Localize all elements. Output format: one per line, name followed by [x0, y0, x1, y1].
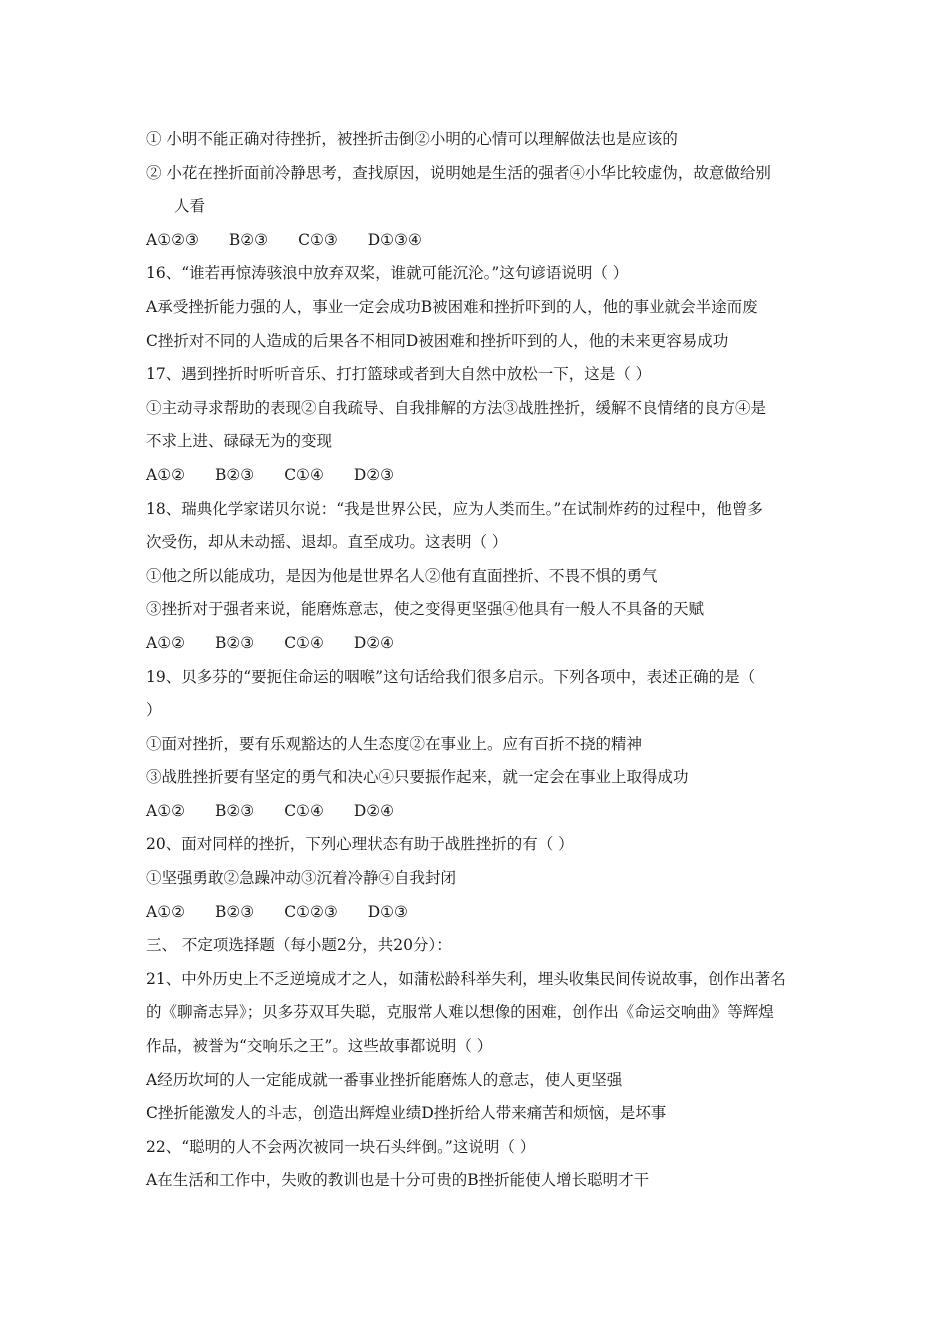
- text-line: 的《聊斋志异》；贝多芬双耳失聪，克服常人难以想像的困难，创作出《命运交响曲》等辉煌: [146, 1003, 774, 1022]
- question-16: 16、“谁若再惊涛骇浪中放弃双桨，谁就可能沉沦。”这句谚语说明（ ）: [146, 264, 629, 283]
- answer-options: [146, 459, 816, 493]
- option: A①②: [146, 465, 185, 484]
- option: A①②③: [146, 230, 199, 249]
- text-line: A在生活和工作中，失败的教训也是十分可贵的B挫折能使人增长聪明才干: [146, 1171, 650, 1190]
- option: D②④: [353, 633, 395, 652]
- document-body: [146, 123, 816, 1198]
- text-line: ①他之所以能成功，是因为他是世界名人②他有直面挫折、不畏不惧的勇气: [146, 566, 658, 585]
- option: A①②: [146, 902, 185, 921]
- question-21: 21、中外历史上不乏逆境成才之人，如蒲松龄科举失利，埋头收集民间传说故事，创作出著名: [146, 969, 786, 988]
- option: C①②③: [284, 902, 338, 921]
- answer-options: [146, 224, 816, 258]
- question-19: 19、贝多芬的“要扼住命运的咽喉”这句话给我们很多启示。下列各项中，表述正确的是（: [146, 667, 756, 686]
- question-17: 17、遇到挫折时听听音乐、打打篮球或者到大自然中放松一下，这是（ ）: [146, 365, 652, 384]
- text-line: ①坚强勇敢②急躁冲动③沉着冷静④自我封闭: [146, 869, 457, 888]
- option: D①③: [367, 902, 408, 921]
- option: C①④: [284, 465, 324, 484]
- text-line: ①面对挫折，要有乐观豁达的人生态度②在事业上。应有百折不挠的精神: [146, 734, 643, 753]
- text-line: ① 小明不能正确对待挫折，被挫折击倒②小明的心情可以理解做法也是应该的: [146, 130, 678, 148]
- option: D①③④: [367, 230, 422, 249]
- option: B②③: [228, 230, 269, 249]
- option: B②③: [215, 633, 255, 652]
- option: B②③: [215, 902, 255, 921]
- text-line: 人看: [174, 197, 206, 216]
- option: A①②: [146, 633, 185, 652]
- text-line: C挫折对不同的人造成的后果各不相同D被困难和挫折吓到的人，他的未来更容易成功: [146, 331, 729, 350]
- text-line: A经历坎坷的人一定能成就一番事业挫折能磨炼人的意志，使人更坚强: [146, 1070, 623, 1089]
- section-heading: 三、 不定项选择题（每小题2分，共20分）：: [146, 936, 452, 955]
- text-line: A承受挫折能力强的人，事业一定会成功B被困难和挫折吓到的人，他的事业就会半途而废: [146, 297, 758, 316]
- answer-options: [146, 627, 816, 661]
- option: D②④: [353, 801, 395, 820]
- option: C①③: [298, 230, 338, 249]
- question-22: 22、“聪明的人不会两次被同一块石头绊倒。”这说明（ ）: [146, 1137, 536, 1156]
- option: C①④: [284, 801, 324, 820]
- option: B②③: [215, 801, 255, 820]
- text-line: C挫折能激发人的斗志，创造出辉煌业绩D挫折给人带来痛苦和烦恼，是坏事: [146, 1104, 667, 1123]
- text-line: ③挫折对于强者来说，能磨炼意志，使之变得更坚强④他具有一般人不具备的天赋: [146, 600, 705, 619]
- text-line: ② 小花在挫折面前冷静思考，查找原因，说明她是生活的强者④小华比较虚伪，故意做给别: [146, 163, 771, 182]
- text-line: 次受伤，却从未动摇、退却。直至成功。这表明（ ）: [146, 533, 508, 552]
- option: A①②: [146, 801, 185, 820]
- text-line: ①主动寻求帮助的表现②自我疏导、自我排解的方法③战胜挫折，缓解不良情绪的良方④是: [146, 398, 767, 417]
- answer-options: [146, 896, 816, 930]
- option: C①④: [284, 633, 324, 652]
- option: D②③: [353, 465, 395, 484]
- text-line: 作品，被誉为“交响乐之王”。这些故事都说明（ ）: [146, 1037, 493, 1056]
- option: B②③: [215, 465, 255, 484]
- text-line: ）: [146, 701, 162, 720]
- answer-options: [146, 795, 816, 829]
- text-line: 不求上进、碌碌无为的变现: [146, 432, 333, 451]
- question-18: 18、瑞典化学家诺贝尔说：“我是世界公民，应为人类而生。”在试制炸药的过程中，他曾多: [146, 499, 763, 518]
- text-line: ③战胜挫折要有坚定的勇气和决心④只要振作起来，就一定会在事业上取得成功: [146, 768, 689, 787]
- question-20: 20、面对同样的挫折，下列心理状态有助于战胜挫折的有（ ）: [146, 835, 574, 854]
